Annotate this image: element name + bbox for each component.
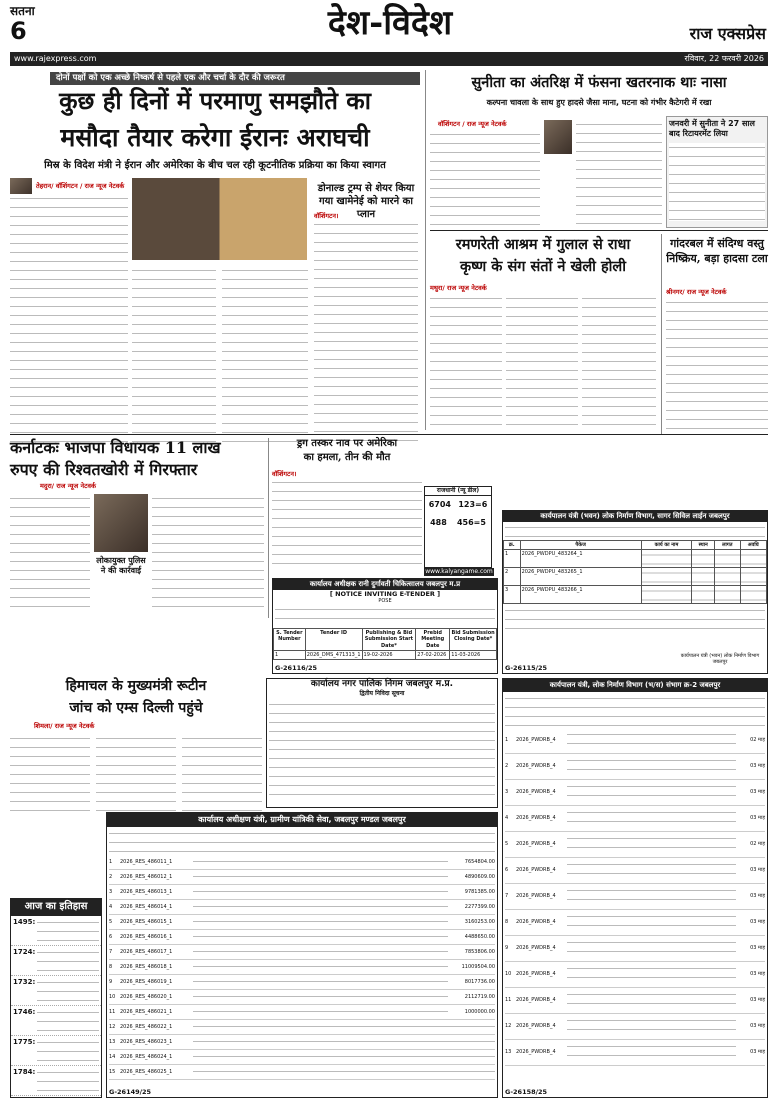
headline-line-2: मसौदा तैयार करेगा ईरानः अराघची <box>60 123 370 152</box>
headline: सुनीता का अंतरिक्ष में फंसना खतरनाक थाः नासा <box>471 74 727 91</box>
row-value: 2277399.00 <box>464 903 495 910</box>
row-text <box>193 1007 448 1017</box>
list-item <box>109 1035 495 1050</box>
list-item <box>109 900 495 915</box>
list-item <box>109 945 495 960</box>
row-time: 02 माह <box>750 841 765 848</box>
notice-pwd2 <box>502 678 768 1098</box>
photo-sunita <box>544 120 572 154</box>
history-title: आज का इतिहास <box>11 899 101 916</box>
list-item <box>505 832 765 858</box>
byline: श्रीनगर/ राज न्यूज नेटवर्क <box>666 288 727 296</box>
headline-line-2: रुपए की रिश्वतखोरी में गिरफ्तार <box>10 460 198 479</box>
list-item <box>505 858 765 884</box>
row-text <box>193 1022 495 1032</box>
row-id: 2026_PWDRB_4 <box>516 919 556 926</box>
history-box <box>10 898 102 1098</box>
row-id: 2026_PWDRB_4 <box>516 997 556 1004</box>
headline-line-1: कुछ ही दिनों में परमाणु समझौते का <box>59 86 371 115</box>
row-text <box>193 947 448 957</box>
body-col-2 <box>96 734 176 818</box>
list-item <box>505 806 765 832</box>
list-item <box>109 885 495 900</box>
row-id: 2026_PWDRB_4 <box>516 893 556 900</box>
history-item <box>11 946 101 976</box>
row-id: 2026_PWDRB_4 <box>516 867 556 874</box>
photo-mla <box>94 494 148 552</box>
history-item <box>11 916 101 946</box>
notice-subtitle: द्वितीय निविदा सूचना <box>359 690 405 698</box>
row-id: 2026_RES_486023_1 <box>120 1038 173 1045</box>
table-header: Prebid Meeting Date <box>416 629 450 651</box>
row-time: 03 माह <box>750 971 765 978</box>
date-line: रविवार, 22 फरवरी 2026 <box>684 54 764 63</box>
row-id: 2026_PWDRB_4 <box>516 815 556 822</box>
headline-line-2: का हमला, तीन की मौत <box>303 452 391 463</box>
history-item <box>11 1036 101 1066</box>
satta-site[interactable]: www.kalyangame.com <box>425 568 493 575</box>
row-id: 2026_RES_486020_1 <box>120 993 173 1000</box>
notice-code: G-26158/25 <box>505 1087 548 1096</box>
history-text <box>37 978 99 1003</box>
row-index: 11 <box>505 997 512 1004</box>
history-text <box>37 918 99 943</box>
row-index: 8 <box>109 963 113 970</box>
table-cell: 2026_PWDPU_483265_1 <box>520 568 641 586</box>
row-id: 2026_RES_486016_1 <box>120 933 173 940</box>
row-index: 11 <box>109 1008 116 1015</box>
table-header: अवधि <box>740 540 767 549</box>
table-cell: 1 <box>504 550 521 568</box>
story-iran <box>10 70 420 455</box>
satta-rows <box>425 496 491 532</box>
brand-name: राज एक्सप्रेस <box>689 24 766 43</box>
satta-row <box>425 514 491 532</box>
row-id: 2026_RES_486022_1 <box>120 1023 173 1030</box>
body <box>666 298 768 430</box>
box-title: जनवरी में सुनीता ने 27 साल बाद रिटायरमेंट लिया <box>669 119 755 138</box>
row-text <box>567 782 736 802</box>
byline: शिमला/ राज न्यूज नेटवर्क <box>34 722 95 730</box>
row-index: 8 <box>505 919 509 926</box>
list-item <box>505 754 765 780</box>
row-index: 13 <box>505 1049 512 1056</box>
row-text <box>193 992 448 1002</box>
table-header: Bid Submission Closing Date* <box>450 629 497 651</box>
row-id: 2026_RES_486021_1 <box>120 1008 173 1015</box>
list-item <box>505 780 765 806</box>
table-cell <box>715 568 740 586</box>
list-item <box>109 1050 495 1065</box>
satta-value: 123=6 <box>458 499 488 509</box>
row-id: 2026_RES_486017_1 <box>120 948 173 955</box>
row-id: 2026_RES_486019_1 <box>120 978 173 985</box>
table-cell <box>740 550 767 568</box>
photo-leaders <box>132 178 307 260</box>
row-index: 7 <box>109 948 113 955</box>
list-item <box>505 988 765 1014</box>
notice-code: G-26116/25 <box>275 663 318 672</box>
history-year: 1775: <box>13 1037 36 1046</box>
row-index: 3 <box>505 789 509 796</box>
table-cell <box>715 586 740 604</box>
divider <box>268 438 269 618</box>
row-text <box>193 872 448 882</box>
row-index: 6 <box>505 867 509 874</box>
row-text <box>567 730 736 750</box>
history-text <box>37 1008 99 1033</box>
table-cell <box>641 568 692 586</box>
table-cell: 1 <box>274 650 306 659</box>
website-link[interactable]: www.rajexpress.com <box>14 54 97 63</box>
history-year: 1495: <box>13 917 36 926</box>
row-text <box>567 834 736 854</box>
body-col-2 <box>576 120 662 228</box>
history-item <box>11 1006 101 1036</box>
table-header: कार्य का नाम <box>641 540 692 549</box>
row-text <box>567 1016 736 1036</box>
body-col-3 <box>222 266 308 446</box>
notice-code: G-26115/25 <box>505 663 548 672</box>
headline-line-2: कृष्ण के संग संतों ने खेली होली <box>459 258 627 275</box>
row-text <box>567 886 736 906</box>
notice-body <box>505 523 765 539</box>
body-col-2 <box>152 494 264 614</box>
row-index: 7 <box>505 893 509 900</box>
row-id: 2026_RES_486024_1 <box>120 1053 173 1060</box>
notice-body <box>109 829 495 853</box>
row-index: 13 <box>109 1038 116 1045</box>
notice-body <box>269 700 495 800</box>
row-text <box>193 917 448 927</box>
row-value: 1000000.00 <box>464 1008 495 1015</box>
satta-box <box>424 486 492 568</box>
body-col-1 <box>10 734 90 818</box>
satta-row <box>425 496 491 514</box>
story-holi <box>430 234 656 434</box>
row-text <box>193 1052 495 1062</box>
divider <box>661 234 662 434</box>
body-col-3 <box>182 734 262 818</box>
row-index: 10 <box>505 971 512 978</box>
history-item <box>11 1066 101 1096</box>
row-index: 10 <box>109 993 116 1000</box>
history-text <box>37 948 99 973</box>
row-index: 9 <box>109 978 113 985</box>
row-id: 2026_PWDRB_4 <box>516 1023 556 1030</box>
row-text <box>567 808 736 828</box>
story-himachal <box>10 678 262 818</box>
headline-line-1: हिमाचल के मुख्यमंत्री रूटीन <box>65 678 207 694</box>
byline: तेहरान/ वॉशिंगटन / राज न्यूज नेटवर्क <box>36 182 125 190</box>
row-index: 2 <box>505 763 509 770</box>
table-cell: 2026_PWDPU_483264_1 <box>520 550 641 568</box>
table-cell <box>692 550 715 568</box>
row-index: 5 <box>505 841 509 848</box>
row-index: 6 <box>109 933 113 940</box>
row-time: 03 माह <box>750 867 765 874</box>
body-col-1 <box>430 294 502 430</box>
row-value: 11009504.00 <box>461 963 495 970</box>
row-index: 5 <box>109 918 113 925</box>
table-header: स्थान <box>692 540 715 549</box>
row-text <box>193 932 448 942</box>
retirement-box <box>666 116 768 228</box>
history-list <box>11 916 101 1096</box>
side-headline: डोनाल्ड ट्रम्प से शेयर किया गया खामेनेई को मारने का प्लान <box>317 183 415 220</box>
history-year: 1732: <box>13 977 36 986</box>
row-id: 2026_PWDRB_4 <box>516 789 556 796</box>
table-row <box>504 550 767 568</box>
row-id: 2026_RES_486015_1 <box>120 918 173 925</box>
row-id: 2026_RES_486018_1 <box>120 963 173 970</box>
row-id: 2026_RES_486013_1 <box>120 888 173 895</box>
notice-rows <box>505 728 765 1066</box>
body-col-2 <box>132 266 216 446</box>
rule <box>10 434 768 435</box>
row-text <box>567 964 736 984</box>
row-time: 03 माह <box>750 763 765 770</box>
row-value: 2112719.00 <box>464 993 495 1000</box>
row-value: 4890609.00 <box>464 873 495 880</box>
table-cell <box>692 568 715 586</box>
divider <box>425 70 426 430</box>
headline-line-1: रमणरेती आश्रम में गुलाल से राधा <box>455 236 631 253</box>
table-cell: 2026_DMS_471313_1 <box>306 651 361 658</box>
table-header: पैकेज <box>520 540 641 549</box>
notice-subtitle: [ NOTICE INVITING E-TENDER ] <box>329 589 441 598</box>
row-id: 2026_RES_486014_1 <box>120 903 173 910</box>
row-text <box>567 912 736 932</box>
table-cell <box>715 550 740 568</box>
row-index: 4 <box>109 903 113 910</box>
list-item <box>109 1065 495 1080</box>
notice-table <box>503 540 767 604</box>
list-item <box>109 960 495 975</box>
body-col-3 <box>582 294 656 430</box>
table-header: Tender ID <box>305 629 362 651</box>
list-item <box>109 870 495 885</box>
list-item <box>505 1014 765 1040</box>
story-sunita <box>430 70 768 230</box>
byline: वॉशिंगटन / राज न्यूज नेटवर्क <box>438 120 507 128</box>
table-cell: 2026_PWDPU_483266_1 <box>520 586 641 604</box>
row-index: 1 <box>109 858 113 865</box>
row-time: 03 माह <box>750 919 765 926</box>
row-index: 12 <box>505 1023 512 1030</box>
table-cell <box>641 550 692 568</box>
row-text <box>193 1037 495 1047</box>
row-value: 3160253.00 <box>464 918 495 925</box>
body-col-2 <box>506 294 578 430</box>
notice-hospital <box>272 578 498 674</box>
row-time: 03 माह <box>750 893 765 900</box>
row-value: 7654804.00 <box>464 858 495 865</box>
row-text <box>193 902 448 912</box>
body-col-1 <box>430 130 540 228</box>
table-header: S. Tender Number <box>274 629 306 651</box>
list-item <box>109 1020 495 1035</box>
row-text <box>567 990 736 1010</box>
story-drug <box>272 438 422 568</box>
table-cell: 3 <box>504 586 521 604</box>
story-gandarbal <box>666 234 768 434</box>
row-index: 12 <box>109 1023 116 1030</box>
notice-body <box>275 605 495 627</box>
row-text <box>193 977 448 987</box>
row-time: 03 माह <box>750 789 765 796</box>
satta-value: 488 <box>430 517 447 527</box>
subhead: मिस्र के विदेश मंत्री ने ईरान और अमेरिका के बीच चल रही कूटनीतिक प्रक्रिया का किया स्वागत <box>44 160 386 171</box>
list-item <box>109 915 495 930</box>
city-label: सतना <box>10 4 35 18</box>
row-id: 2026_PWDRB_4 <box>516 737 556 744</box>
list-item <box>109 1005 495 1020</box>
row-time: 03 माह <box>750 1023 765 1030</box>
table-cell <box>740 586 767 604</box>
body-col-1 <box>10 194 128 446</box>
row-id: 2026_RES_486025_1 <box>120 1068 173 1075</box>
row-id: 2026_PWDRB_4 <box>516 763 556 770</box>
row-index: 15 <box>109 1068 116 1075</box>
row-index: 2 <box>109 873 113 880</box>
row-time: 03 माह <box>750 815 765 822</box>
list-item <box>109 930 495 945</box>
row-time: 03 माह <box>750 997 765 1004</box>
satta-value: 456=5 <box>456 517 486 527</box>
row-time: 03 माह <box>750 1049 765 1056</box>
notice-rows <box>109 855 495 1080</box>
side-body <box>314 220 418 446</box>
row-time: 02 माह <box>750 737 765 744</box>
list-item <box>505 884 765 910</box>
box-body <box>669 143 765 221</box>
list-item <box>505 1040 765 1066</box>
satta-header: राजधानी (न्यू डील) <box>425 487 491 496</box>
dateline-bar <box>10 52 768 66</box>
row-text <box>567 860 736 880</box>
row-text <box>193 857 448 867</box>
table-row <box>504 586 767 604</box>
notice-title: कार्यालय अधीक्षक रानी दुर्गावती चिकित्सालय जबलपुर म.प्र <box>273 579 497 590</box>
history-year: 1746: <box>13 1007 36 1016</box>
table-cell: 2 <box>504 568 521 586</box>
notice-body <box>505 694 765 726</box>
row-text <box>567 1042 736 1062</box>
row-text <box>567 756 736 776</box>
notice-label: POSE <box>378 597 392 604</box>
row-value: 4488650.00 <box>464 933 495 940</box>
history-year: 1784: <box>13 1067 36 1076</box>
row-id: 2026_PWDRB_4 <box>516 945 556 952</box>
kicker: दोनों पक्षों को एक अच्छे निष्कर्ष से पहले एक और चर्चा के दौर की जरूरत <box>50 72 420 85</box>
notice-code: G-26149/25 <box>109 1087 152 1096</box>
headline-line-1: कर्नाटकः भाजपा विधायक 11 लाख <box>10 438 221 457</box>
history-year: 1724: <box>13 947 36 956</box>
history-text <box>37 1068 99 1093</box>
table-row <box>504 568 767 586</box>
history-text <box>37 1038 99 1063</box>
caption: लोकायुक्त पुलिस ने की कार्रवाई <box>96 556 146 575</box>
table-cell <box>692 586 715 604</box>
row-text <box>567 938 736 958</box>
history-item <box>11 976 101 1006</box>
row-id: 2026_PWDRB_4 <box>516 971 556 978</box>
headline-line-2: जांच को एम्स दिल्ली पहुंचे <box>69 700 203 716</box>
notice-pwd-civil <box>502 510 768 674</box>
notice-title: कार्यपालन यंत्री, लोक निर्माण विभाग (भ/स) संभाग क्र-2 जबलपुर <box>503 679 767 692</box>
row-id: 2026_PWDRB_4 <box>516 841 556 848</box>
headline-line-1: ड्रग तस्कर नाव पर अमेरिका <box>296 438 398 449</box>
row-value: 8017736.00 <box>464 978 495 985</box>
row-id: 2026_RES_486012_1 <box>120 873 173 880</box>
row-time: 03 माह <box>750 945 765 952</box>
subhead: कल्पना चावला के साथ हुए हादसे जैसा माना, घटना को गंभीर कैटेगरी में रखा <box>486 98 712 107</box>
row-value: 7853806.00 <box>464 948 495 955</box>
list-item <box>109 855 495 870</box>
list-item <box>505 910 765 936</box>
notice-title: कार्यालय अधीक्षण यंत्री, ग्रामीण यांत्रिकी सेवा, जबलपुर मण्डल जबलपुर <box>107 813 497 827</box>
byline: वॉशिंगटन। <box>272 470 297 478</box>
list-item <box>505 962 765 988</box>
row-index: 14 <box>109 1053 116 1060</box>
notice-terms <box>505 606 765 636</box>
body <box>272 478 422 566</box>
table-cell <box>641 586 692 604</box>
byline: मदुरा/ राज न्यूज नेटवर्क <box>40 482 97 490</box>
page-number: 6 <box>10 17 27 45</box>
list-item <box>109 975 495 990</box>
table-header: Publishing & Bid Submission Start Date* <box>362 629 416 651</box>
notice-table <box>273 628 497 660</box>
table-cell: 27-02-2026 <box>416 650 450 659</box>
list-item <box>505 728 765 754</box>
notice-nagar <box>266 678 498 808</box>
byline: मथुरा/ राज न्यूज नेटवर्क <box>430 284 487 292</box>
notice-title: कार्यपालन यंत्री (भवन) लोक निर्माण विभाग, सागर सिविल लाईन जबलपुर <box>503 511 767 522</box>
rule <box>430 230 768 231</box>
notice-rural <box>106 812 498 1098</box>
table-header: लागत <box>715 540 740 549</box>
table-cell: 11-03-2026 <box>450 650 497 659</box>
satta-value: 6704 <box>428 499 451 509</box>
row-id: 2026_PWDRB_4 <box>516 1049 556 1056</box>
row-index: 4 <box>505 815 509 822</box>
headline: गांदरबल में संदिग्ध वस्तु निष्क्रिय, बड़ा हादसा टला <box>666 237 768 265</box>
row-text <box>193 887 448 897</box>
row-text <box>193 1067 495 1077</box>
side-byline: वॉशिंगटन। <box>314 212 339 220</box>
row-id: 2026_RES_486011_1 <box>120 858 173 865</box>
body-col-1 <box>10 494 90 614</box>
masthead <box>10 0 768 60</box>
story-karnataka <box>10 438 264 616</box>
row-index: 1 <box>505 737 509 744</box>
table-cell: 19-02-2026 <box>362 650 416 659</box>
notice-title: कार्यालय नगर पालिक निगम जबलपुर म.प्र. <box>310 679 454 689</box>
row-text <box>193 962 448 972</box>
row-value: 9781385.00 <box>464 888 495 895</box>
row-index: 3 <box>109 888 113 895</box>
notice-sign: कार्यपालन यंत्री (भवन) लोक निर्माण विभाग जबलपुर <box>680 652 760 665</box>
table-cell <box>740 568 767 586</box>
row-index: 9 <box>505 945 509 952</box>
table-header: क्र. <box>504 540 521 549</box>
list-item <box>109 990 495 1005</box>
list-item <box>505 936 765 962</box>
section-title: देश-विदेश <box>327 3 453 43</box>
